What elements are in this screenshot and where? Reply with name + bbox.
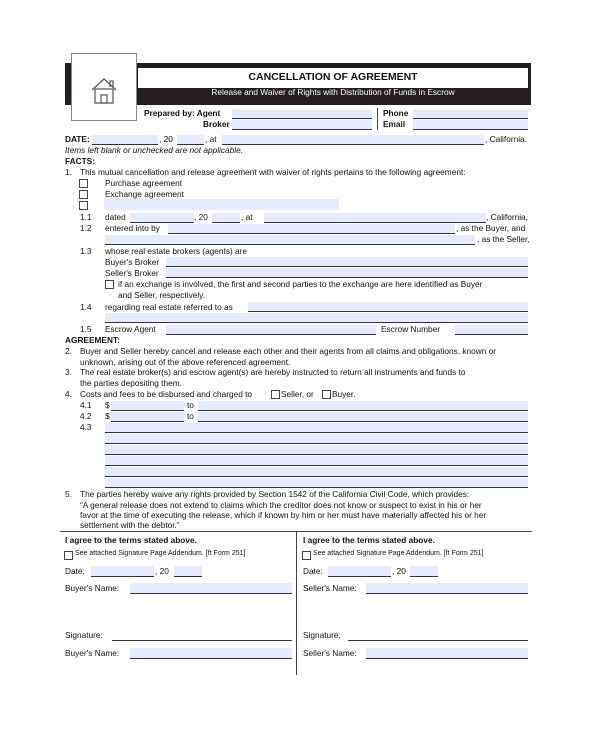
real-estate-field[interactable] [248,302,528,312]
s12-buyer: , as the Buyer, and [456,223,526,233]
item1-text: This mutual cancellation and release agreement with waiver of rights pertains to the following agreement: [80,167,466,177]
item1-num: 1. [65,167,72,177]
date-year-field[interactable] [177,135,204,145]
s14-text: regarding real estate referred to as [105,302,233,312]
s11-dated: dated [105,212,126,222]
buyer-addendum-checkbox[interactable] [64,551,73,560]
buyer-agree-label: I agree to the terms stated above. [65,535,197,545]
facts-heading: FACTS: [65,156,95,166]
agreement-heading: AGREEMENT: [65,335,120,345]
seller-addendum-checkbox[interactable] [302,551,311,560]
phone-field[interactable] [413,109,528,119]
item3-line1: The real estate broker(s) and escrow agent(s) are hereby instructed to return all instruments and funds to [80,367,466,377]
item3-num: 3. [65,367,72,377]
s42-to: to [187,411,194,421]
house-icon [72,54,136,120]
seller-year-field[interactable] [410,566,438,577]
buyers-name-label: Buyer's Name: [65,583,120,593]
s43-num: 4.3 [80,422,92,432]
buyer-name-field[interactable] [168,224,455,234]
phone-label: Phone [383,108,409,118]
seller-name-field[interactable] [105,235,475,245]
buyer-addendum-label: See attached Signature Page Addendum. [ft Form 251] [75,550,246,557]
signature-divider [296,531,297,675]
date-at: , at [205,134,217,144]
s11-at: , at [241,212,253,222]
s42-amount-field[interactable] [111,412,184,422]
email-label: Email [383,119,406,129]
s11-date-field[interactable] [130,213,194,223]
sellers-name-field-2[interactable] [366,648,528,659]
s43-line-2[interactable] [105,434,528,444]
buyer-date-field[interactable] [91,566,154,577]
sellers-name-field[interactable] [366,583,528,594]
seller-signature-line[interactable] [348,640,528,641]
seller-agree-label: I agree to the terms stated above. [303,535,435,545]
logo-box [71,53,137,121]
date-label: DATE: [65,134,90,144]
s43-line-6[interactable] [105,478,528,488]
s15-num: 1.5 [80,324,92,334]
buyer-signature-line[interactable] [112,640,292,641]
blank-note: Items left blank or unchecked are not applicable. [65,145,244,155]
page-subtitle: Release and Waiver of Rights with Distribution of Funds in Escrow [211,87,455,97]
item5-line1: The parties hereby waive any rights provided by Section 1542 of the California Civil Code, which provides: [80,489,470,499]
escrow-number-field[interactable] [455,325,528,335]
sellers-name-label-2: Seller's Name: [303,648,357,658]
divider [377,108,378,130]
s11-city-field[interactable] [264,213,486,223]
s12-num: 1.2 [80,223,92,233]
s13-num: 1.3 [80,246,92,256]
s43-line-4[interactable] [105,456,528,466]
item3-line2: the parties depositing them. [80,378,182,388]
item2-num: 2. [65,346,72,356]
seller-or-label: Seller, or [281,389,314,399]
costs-seller-checkbox[interactable] [271,390,280,399]
s11-year-field[interactable] [212,213,240,223]
item5-line4: settlement with the debtor.” [80,520,180,530]
s13-text: whose real estate brokers (agents) are [105,246,248,256]
seller-year-prefix: , 20 [392,566,406,576]
s12-text: entered into by [105,223,160,233]
item4-num: 4. [65,389,72,399]
exchange-label: Exchange agreement [105,189,184,199]
sellers-broker-field[interactable] [166,268,528,278]
page-title: CANCELLATION OF AGREEMENT [138,68,528,88]
exchange-checkbox[interactable] [79,190,88,199]
s42-num: 4.2 [80,411,92,421]
sellers-name-label: Seller's Name: [303,583,357,593]
seller-addendum-label: See attached Signature Page Addendum. [ft Form 251] [313,550,484,557]
buyer-year-field[interactable] [174,566,202,577]
s43-line-1[interactable] [105,423,528,433]
buyers-name-field[interactable] [130,583,292,594]
seller-date-field[interactable] [328,566,391,577]
costs-buyer-checkbox[interactable] [322,390,331,399]
s42-payee-field[interactable] [198,412,528,422]
date-city-field[interactable] [222,135,484,145]
buyers-broker-field[interactable] [166,257,528,267]
agent-field[interactable] [232,109,372,119]
s41-payee-field[interactable] [198,401,528,411]
item5-num: 5. [65,489,72,499]
s42-dollar: $ [105,411,110,421]
buyer-label: Buyer. [332,389,356,399]
sellers-broker-label: Seller's Broker [105,268,159,278]
item2-line1: Buyer and Seller hereby cancel and release each other and their agents from all claims and obligations, known or [80,346,497,356]
buyers-broker-label: Buyer's Broker [105,257,160,267]
s41-to: to [187,400,194,410]
seller-date-label: Date: [303,566,323,576]
purchase-label: Purchase agreement [105,178,183,188]
s41-num: 4.1 [80,400,92,410]
s11-num: 1.1 [80,212,92,222]
exchange-note-2: and Seller, respectively. [118,290,206,300]
s43-line-5[interactable] [105,467,528,477]
date-field[interactable] [92,135,158,145]
email-field[interactable] [413,120,528,130]
buyer-year-prefix: , 20 [155,566,169,576]
s41-dollar: $ [105,400,110,410]
item5-line3: favor at the time of executing the release, which if known by him or her must have materially affected his or her [80,510,487,520]
other-agreement-field[interactable] [104,199,339,210]
item2-line2: unknown, arising out of the above referenced agreement. [80,357,291,367]
date-state: , California. [485,134,527,144]
purchase-checkbox[interactable] [79,179,88,188]
escrow-agent-label: Escrow Agent [105,324,156,334]
buyers-name-field-2[interactable] [130,648,292,659]
s14-num: 1.4 [80,302,92,312]
other-checkbox[interactable] [79,201,88,210]
buyer-signature-label: Signature: [65,630,103,640]
s12-seller: , as the Seller, [477,234,530,244]
escrow-agent-field[interactable] [166,325,376,335]
s41-amount-field[interactable] [111,401,184,411]
real-estate-field-2[interactable] [105,313,528,323]
date-year-prefix: , 20 [159,134,173,144]
s43-line-3[interactable] [105,445,528,455]
buyers-name-label-2: Buyer's Name: [65,648,120,658]
s11-ca: , California, [486,212,528,222]
exchange-note-1: if an exchange is involved, the first and second parties to the exchange are here identified as Buyer [118,279,483,289]
prepared-by-label: Prepared by: Agent [144,108,221,118]
s11-20: , 20 [194,212,208,222]
escrow-number-label: Escrow Number [381,324,441,334]
seller-signature-label: Signature: [303,630,341,640]
exchange-involved-checkbox[interactable] [105,280,114,289]
broker-field[interactable] [232,120,372,130]
broker-label: Broker [203,119,230,129]
buyer-date-label: Date: [65,566,85,576]
item4-text: Costs and fees to be disbursed and charged to [80,389,253,399]
item5-line2: “A general release does not extend to claims which the creditor does not know or suspect to exist in his or her [80,500,482,510]
